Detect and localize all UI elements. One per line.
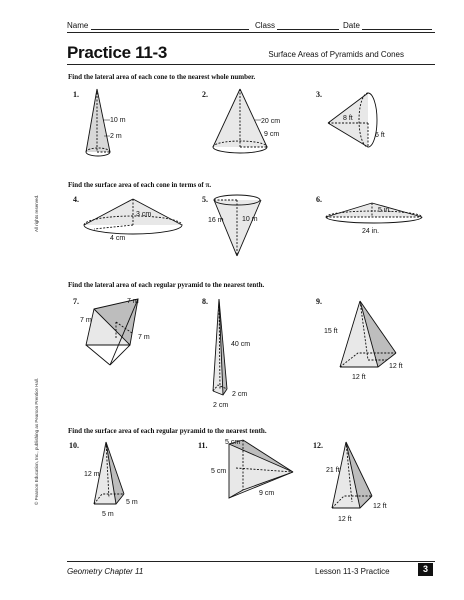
figure-5-cone [205,192,295,267]
figure-3-cone [320,85,410,165]
problem-2-radius-label: 9 cm [264,131,280,138]
problem-11-number: 11. [198,441,208,450]
problem-3-slant-label: 8 ft [343,115,353,122]
problem-10-number: 10. [69,441,79,450]
section-3-instruction: Find the lateral area of each regular pyramid to the nearest tenth. [68,281,265,289]
figure-6-cone [322,195,432,240]
problem-3-radius-label: 6 ft [375,132,385,139]
problem-12-side-label: 12 ft [373,503,387,510]
problem-8-number: 8. [202,297,208,306]
problem-7-base-label: 7 m [127,298,139,305]
problem-4-number: 4. [73,195,79,204]
footer-rule [67,561,435,562]
problem-5-height-label: 10 m [242,216,258,223]
problem-8-side-label: 2 cm [232,391,248,398]
figure-10-pyramid [80,438,170,528]
name-blank[interactable] [91,21,249,30]
title-rule [67,64,435,65]
problem-2-slant-label: 20 cm [261,118,281,125]
problem-12-number: 12. [313,441,323,450]
footer-course: Geometry Chapter 11 [67,567,144,576]
problem-10-side-label: 5 m [126,499,138,506]
problem-9-base-label: 12 ft [352,374,366,381]
rights-note: All rights reserved. [34,194,39,232]
figure-8-pyramid [205,295,275,410]
problem-11-height-label: 9 cm [259,490,275,497]
problem-5-number: 5. [202,195,208,204]
problem-9-side-label: 12 ft [389,363,403,370]
problem-9-slant-label: 15 ft [324,328,338,335]
section-2-instruction: Find the surface area of each cone in terms of π. [68,181,212,189]
problem-1-slant-label: 10 m [110,117,126,124]
figure-4-cone [80,195,190,250]
class-field[interactable] [255,21,339,30]
problem-6-height-label: 5 in. [378,207,392,214]
header-rule [67,32,435,33]
problem-8-height-label: 40 cm [231,341,251,348]
problem-12-base-label: 12 ft [338,516,352,523]
problem-7-slant-label: 7 m [138,334,150,341]
problem-6-diameter-label: 24 in. [362,228,380,235]
figure-7-pyramid [80,295,190,375]
figure-11-pyramid [205,438,305,513]
problem-1-radius-label: 2 m [110,133,122,140]
problem-7-side-label: 7 m [80,317,92,324]
name-field[interactable] [67,21,249,30]
problem-3-number: 3. [316,90,322,99]
problem-11-top-label: 5 cm [225,439,241,446]
section-1-instruction: Find the lateral area of each cone to the nearest whole number. [68,73,256,81]
page-title: Practice 11-3 [67,43,168,62]
problem-9-number: 9. [316,297,322,306]
problem-4-height-label: 3 cm [136,211,152,218]
name-label: Name [67,21,89,30]
date-field[interactable] [343,21,432,30]
problem-10-height-label: 12 m [84,471,100,478]
figure-2-cone [205,85,295,165]
problem-5-slant-label: 16 m [208,217,224,224]
class-blank[interactable] [277,21,339,30]
page-subtitle: Surface Areas of Pyramids and Cones [268,50,404,59]
problem-6-number: 6. [316,195,322,204]
problem-7-number: 7. [73,297,79,306]
problem-4-radius-label: 4 cm [110,235,126,242]
figure-1-cone [80,85,140,165]
section-4-instruction: Find the surface area of each regular pyramid to the nearest tenth. [68,427,267,435]
page-number: 3 [418,563,433,576]
figure-9-pyramid [320,295,420,390]
date-label: Date [343,21,360,30]
problem-11-side-label: 5 cm [211,468,227,475]
problem-12-height-label: 21 ft [326,467,340,474]
date-blank[interactable] [362,21,432,30]
problem-8-base-label: 2 cm [213,402,229,409]
figure-12-pyramid [320,438,410,533]
footer-lesson: Lesson 11-3 Practice [315,567,390,576]
problem-1-number: 1. [73,90,79,99]
copyright-note: © Pearson Education, Inc., publishing as Pearson Prentice Hall. [34,377,39,505]
problem-2-number: 2. [202,90,208,99]
class-label: Class [255,21,276,30]
problem-10-base-label: 5 m [102,511,114,518]
